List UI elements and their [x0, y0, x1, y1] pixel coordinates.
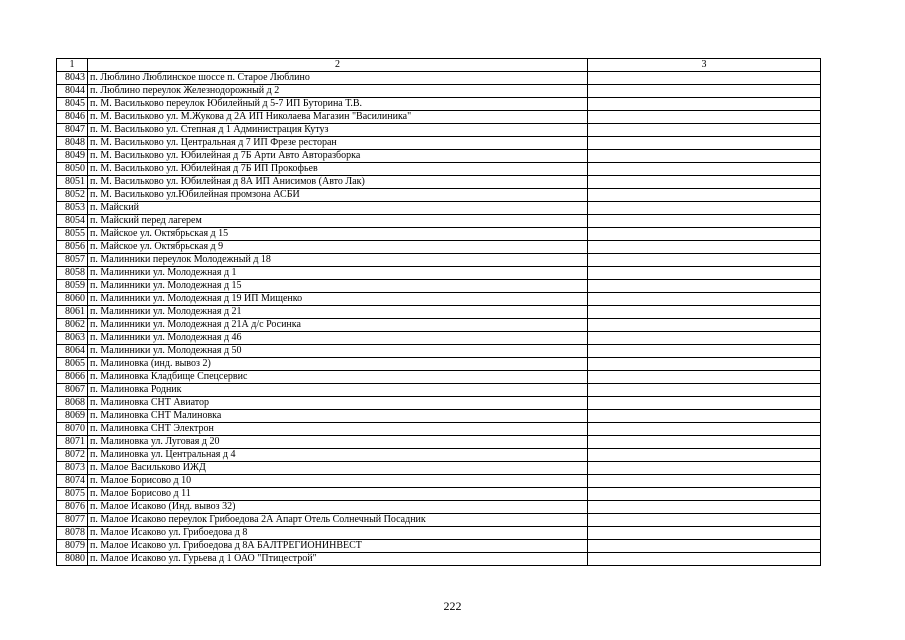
cell-note	[588, 241, 821, 254]
cell-address: п. Малиновка СНТ Электрон	[88, 423, 588, 436]
cell-address: п. Малое Исаково (Инд. вывоз 32)	[88, 501, 588, 514]
cell-address: п. Малинники ул. Молодежная д 19 ИП Мищенко	[88, 293, 588, 306]
cell-note	[588, 163, 821, 176]
cell-row-number: 8075	[57, 488, 88, 501]
cell-row-number: 8048	[57, 137, 88, 150]
cell-note	[588, 85, 821, 98]
table-row	[57, 332, 821, 345]
cell-row-number: 8061	[57, 306, 88, 319]
table-row	[57, 527, 821, 540]
cell-address: п. Малое Борисово д 10	[88, 475, 588, 488]
cell-row-number: 8068	[57, 397, 88, 410]
cell-note	[588, 371, 821, 384]
cell-note	[588, 98, 821, 111]
cell-row-number: 8052	[57, 189, 88, 202]
cell-note	[588, 553, 821, 566]
page-number: 222	[443, 599, 462, 613]
table-row	[57, 358, 821, 371]
cell-address: п. М. Васильково ул. Юбилейная д 8А ИП Анисимов (Авто Лак)	[88, 176, 588, 189]
cell-address: п. Люблино Люблинское шоссе п. Старое Люблино	[88, 72, 588, 85]
cell-address: п. Малое Исаково ул. Грибоедова д 8	[88, 527, 588, 540]
cell-address: п. М. Васильково ул. Степная д 1 Администрация Кутуз	[88, 124, 588, 137]
table-row	[57, 488, 821, 501]
cell-row-number: 8046	[57, 111, 88, 124]
cell-row-number: 8059	[57, 280, 88, 293]
cell-row-number: 8065	[57, 358, 88, 371]
cell-note	[588, 228, 821, 241]
table-row	[57, 189, 821, 202]
cell-note	[588, 397, 821, 410]
cell-note	[588, 254, 821, 267]
table-row	[57, 514, 821, 527]
cell-row-number: 8069	[57, 410, 88, 423]
table-row	[57, 436, 821, 449]
table-row	[57, 475, 821, 488]
cell-note	[588, 189, 821, 202]
cell-note	[588, 436, 821, 449]
cell-address: п. Малиновка Кладбище Спецсервис	[88, 371, 588, 384]
cell-note	[588, 423, 821, 436]
cell-row-number: 8078	[57, 527, 88, 540]
cell-address: п. Майское ул. Октябрьская д 9	[88, 241, 588, 254]
cell-row-number: 8073	[57, 462, 88, 475]
cell-row-number: 8047	[57, 124, 88, 137]
table-row	[57, 163, 821, 176]
cell-note	[588, 345, 821, 358]
table-body	[57, 59, 821, 566]
table-row	[57, 423, 821, 436]
cell-address: п. М. Васильково ул. М.Жукова д 2А ИП Николаева Магазин "Василиника"	[88, 111, 588, 124]
cell-note	[588, 488, 821, 501]
table-row	[57, 553, 821, 566]
cell-address: п. Майское ул. Октябрьская д 15	[88, 228, 588, 241]
cell-note	[588, 501, 821, 514]
cell-note	[588, 410, 821, 423]
table-row	[57, 202, 821, 215]
table-row	[57, 280, 821, 293]
cell-row-number: 8060	[57, 293, 88, 306]
table-row	[57, 501, 821, 514]
cell-row-number: 8044	[57, 85, 88, 98]
cell-note	[588, 475, 821, 488]
cell-note	[588, 449, 821, 462]
cell-address: п. Майский	[88, 202, 588, 215]
table-row	[57, 98, 821, 111]
cell-address: п. Малинники ул. Молодежная д 46	[88, 332, 588, 345]
cell-note	[588, 293, 821, 306]
cell-note	[588, 384, 821, 397]
header-cell-2: 2	[88, 59, 588, 72]
cell-address: п. Малое Исаково ул. Гурьева д 1 ОАО "Птицестрой"	[88, 553, 588, 566]
cell-address: п. Малинники переулок Молодежный д 18	[88, 254, 588, 267]
cell-row-number: 8045	[57, 98, 88, 111]
cell-row-number: 8054	[57, 215, 88, 228]
cell-note	[588, 319, 821, 332]
table-row	[57, 371, 821, 384]
table-row	[57, 397, 821, 410]
table-row	[57, 176, 821, 189]
table-row	[57, 540, 821, 553]
cell-note	[588, 202, 821, 215]
cell-address: п. Малинники ул. Молодежная д 1	[88, 267, 588, 280]
address-table	[56, 58, 821, 566]
cell-note	[588, 462, 821, 475]
cell-note	[588, 540, 821, 553]
cell-row-number: 8058	[57, 267, 88, 280]
table-row	[57, 215, 821, 228]
cell-row-number: 8043	[57, 72, 88, 85]
table-row	[57, 111, 821, 124]
cell-address: п. М. Васильково ул. Центральная д 7 ИП Фрезе ресторан	[88, 137, 588, 150]
cell-note	[588, 150, 821, 163]
cell-address: п. Малиновка СНТ Малиновка	[88, 410, 588, 423]
cell-address: п. Малинники ул. Молодежная д 50	[88, 345, 588, 358]
table-row	[57, 124, 821, 137]
cell-row-number: 8077	[57, 514, 88, 527]
table-row	[57, 319, 821, 332]
cell-row-number: 8067	[57, 384, 88, 397]
cell-note	[588, 514, 821, 527]
cell-row-number: 8080	[57, 553, 88, 566]
cell-row-number: 8057	[57, 254, 88, 267]
cell-address: п. М. Васильково ул. Юбилейная д 7Б ИП Прокофьев	[88, 163, 588, 176]
cell-address: п. Малинники ул. Молодежная д 21	[88, 306, 588, 319]
cell-note	[588, 124, 821, 137]
cell-address: п. Малое Борисово д 11	[88, 488, 588, 501]
cell-row-number: 8071	[57, 436, 88, 449]
cell-note	[588, 72, 821, 85]
cell-note	[588, 111, 821, 124]
cell-row-number: 8055	[57, 228, 88, 241]
header-cell-3: 3	[588, 59, 821, 72]
table-row	[57, 85, 821, 98]
table-row	[57, 449, 821, 462]
table-row	[57, 137, 821, 150]
cell-row-number: 8053	[57, 202, 88, 215]
cell-address: п. М. Васильково ул. Юбилейная д 7Б Арти Авто Авторазборка	[88, 150, 588, 163]
cell-note	[588, 215, 821, 228]
table-row	[57, 306, 821, 319]
cell-note	[588, 527, 821, 540]
cell-row-number: 8076	[57, 501, 88, 514]
cell-row-number: 8079	[57, 540, 88, 553]
cell-address: п. Малое Исаково переулок Грибоедова 2А Апарт Отель Солнечный Посадник	[88, 514, 588, 527]
cell-row-number: 8074	[57, 475, 88, 488]
cell-address: п. Малиновка ул. Луговая д 20	[88, 436, 588, 449]
cell-address: п. М. Васильково ул.Юбилейная промзона АСБИ	[88, 189, 588, 202]
cell-note	[588, 332, 821, 345]
table-row	[57, 462, 821, 475]
cell-address: п. Малое Васильково ИЖД	[88, 462, 588, 475]
cell-row-number: 8064	[57, 345, 88, 358]
cell-note	[588, 137, 821, 150]
table-row	[57, 241, 821, 254]
cell-address: п. Малинники ул. Молодежная д 15	[88, 280, 588, 293]
cell-row-number: 8066	[57, 371, 88, 384]
cell-address: п. Малое Исаково ул. Грибоедова д 8А БАЛТРЕГИОНИНВЕСТ	[88, 540, 588, 553]
table-row	[57, 228, 821, 241]
cell-note	[588, 280, 821, 293]
table-row	[57, 293, 821, 306]
cell-address: п. Малинники ул. Молодежная д 21А д/с Росинка	[88, 319, 588, 332]
cell-note	[588, 267, 821, 280]
cell-address: п. М. Васильково переулок Юбилейный д 5-7 ИП Буторина Т.В.	[88, 98, 588, 111]
cell-row-number: 8049	[57, 150, 88, 163]
table-row	[57, 384, 821, 397]
cell-row-number: 8051	[57, 176, 88, 189]
cell-address: п. Майский перед лагерем	[88, 215, 588, 228]
table-row	[57, 345, 821, 358]
table-row	[57, 150, 821, 163]
cell-address: п. Малиновка ул. Центральная д 4	[88, 449, 588, 462]
cell-note	[588, 358, 821, 371]
cell-row-number: 8063	[57, 332, 88, 345]
table-header-row	[57, 59, 821, 72]
header-cell-1: 1	[57, 59, 88, 72]
cell-row-number: 8056	[57, 241, 88, 254]
cell-address: п. Малиновка Родник	[88, 384, 588, 397]
table-row	[57, 254, 821, 267]
cell-row-number: 8070	[57, 423, 88, 436]
table-row	[57, 72, 821, 85]
cell-address: п. Люблино переулок Железнодорожный д 2	[88, 85, 588, 98]
table-row	[57, 267, 821, 280]
cell-row-number: 8072	[57, 449, 88, 462]
cell-row-number: 8050	[57, 163, 88, 176]
cell-address: п. Малиновка СНТ Авиатор	[88, 397, 588, 410]
cell-note	[588, 306, 821, 319]
cell-row-number: 8062	[57, 319, 88, 332]
cell-note	[588, 176, 821, 189]
cell-address: п. Малиновка (инд. вывоз 2)	[88, 358, 588, 371]
table-row	[57, 410, 821, 423]
